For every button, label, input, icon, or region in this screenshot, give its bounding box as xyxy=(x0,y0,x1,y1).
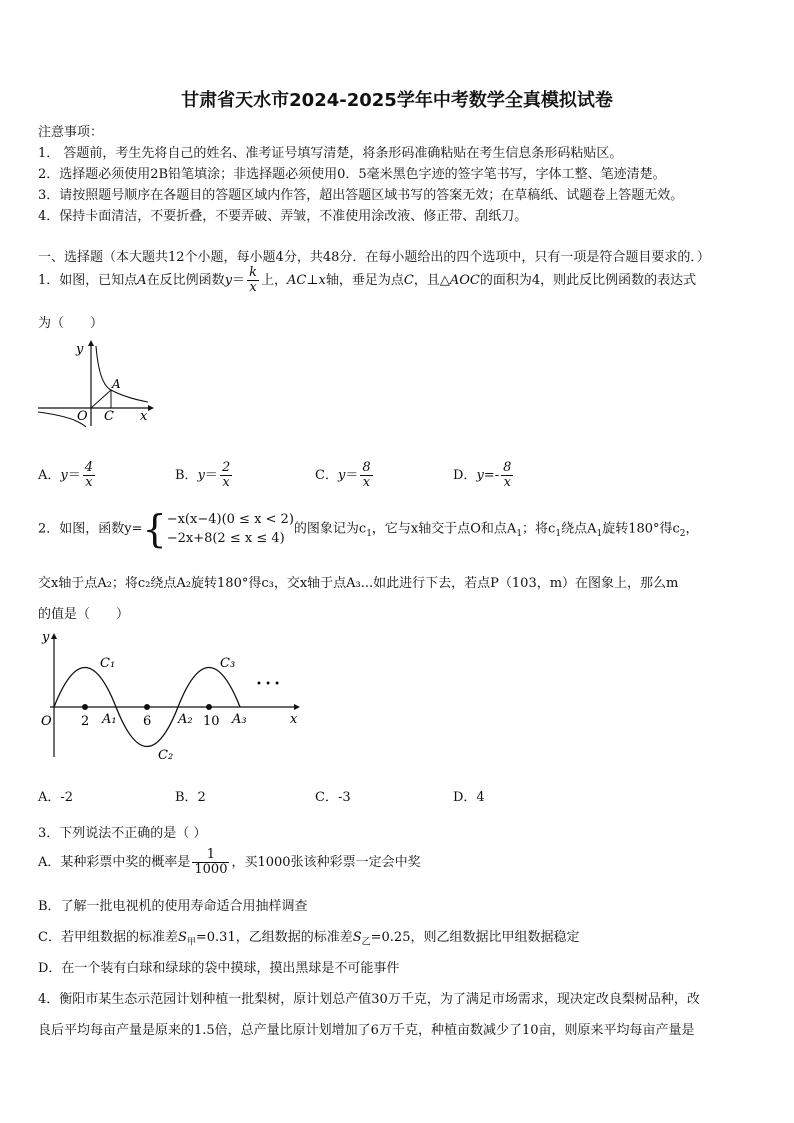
q3-option-a-pre: A．某种彩票中奖的概率是 xyxy=(38,855,191,870)
q3-option-c-pre: C．若甲组数据的标准差 xyxy=(38,930,178,945)
q1-option-b-label: B． xyxy=(175,468,198,483)
q1-rest2: ，且△ xyxy=(413,273,450,288)
q1-option-d[interactable] xyxy=(453,461,515,490)
q1-prefix: 1．如图，已知点 xyxy=(38,273,138,288)
q2-after-5: 旋转180°得c xyxy=(602,521,680,537)
q1-option-a-label: A． xyxy=(38,468,61,483)
q4-stem-line1: 4．衡阳市某生态示范园计划种植一批梨树，原计划总产值30万千克，为了满足市场需求，现决定改良梨树品种，改 xyxy=(38,992,700,1007)
q2-sub-5: 2 xyxy=(679,529,686,540)
q2-after-2: ，它与x轴交于点O和点A xyxy=(371,521,517,537)
page-title: 甘肃省天水市2024-2025学年中考数学全真模拟试卷 xyxy=(181,90,613,111)
q1-stem xyxy=(38,266,696,295)
q3-option-c-s2: S xyxy=(352,930,362,945)
q2-sub-1: 1 xyxy=(366,529,372,540)
q1-option-d-eq: =- xyxy=(483,468,500,483)
q1-after-func: 上， xyxy=(260,273,287,288)
q2-sub-4: 1 xyxy=(596,529,603,540)
q3-option-a-num: 1 xyxy=(192,848,229,863)
q2-tick-6: 6 xyxy=(143,714,152,729)
q1-fig-c-label: C xyxy=(104,409,114,424)
q1-option-d-label: D． xyxy=(453,468,477,483)
q3-option-c-sub1: 甲 xyxy=(186,937,196,948)
q1-option-b-fraction xyxy=(220,461,232,490)
q2-stem-line2: 交x轴于点A₂；将c₂绕点A₂旋转180°得c₃，交x轴于点A₃...如此进行下去，若点P（103，m）在图象上，那么m xyxy=(38,576,679,591)
q1-func-y: y xyxy=(224,273,233,288)
q1-option-b-eq: ＝ xyxy=(204,468,218,483)
notes-heading: 注意事项： xyxy=(38,125,104,140)
q1-option-d-den: x xyxy=(503,475,511,490)
q2-option-b[interactable]: B．2 xyxy=(175,790,206,805)
q2-curve-c3 xyxy=(178,668,240,708)
q1-y-arrow-icon xyxy=(88,340,94,346)
q1-curve-branch-1 xyxy=(96,346,148,402)
q1-option-c[interactable] xyxy=(315,461,375,490)
q1-rest1: 轴，垂足为点 xyxy=(325,273,404,288)
q1-option-b-num: 2 xyxy=(221,460,231,475)
q3-option-c[interactable] xyxy=(38,926,579,948)
q2-sub-2: 1 xyxy=(516,529,523,540)
q1-option-a-fraction xyxy=(83,461,95,490)
q3-option-a-post: ，买1000张该种彩票一定会中奖 xyxy=(231,855,421,870)
q1-option-c-fraction xyxy=(360,461,372,490)
q1-aoc: AOC xyxy=(449,273,480,288)
q3-option-c-sub2: 乙 xyxy=(361,937,371,948)
q2-y-arrow-icon xyxy=(51,633,57,639)
q2-point-6 xyxy=(144,704,150,710)
q2-a2-label: A₂ xyxy=(178,712,193,727)
q1-func-den: x xyxy=(249,280,257,295)
q1-option-c-lhs: y xyxy=(337,468,346,483)
q2-stem xyxy=(38,507,699,551)
q1-option-a-num: 4 xyxy=(84,460,94,475)
q1-point-a: A xyxy=(137,273,147,288)
q3-option-a-fraction xyxy=(192,848,229,877)
q2-a3-label: A₃ xyxy=(232,712,247,727)
notes-item-1: 1． 答题前，考生先将自己的姓名、准考证号填写清楚，将条形码准确粘贴在考生信息条形码粘贴区。 xyxy=(38,146,623,161)
q3-option-a[interactable] xyxy=(38,848,421,877)
q2-option-c[interactable]: C．-3 xyxy=(315,790,351,805)
q1-option-b[interactable] xyxy=(175,461,234,490)
q2-option-d[interactable]: D．4 xyxy=(453,790,485,805)
q1-func-num: k xyxy=(249,265,257,280)
q1-func-fraction xyxy=(247,266,259,295)
q2-after-1: 的图象记为c xyxy=(293,521,367,537)
q2-after-4: 绕点A xyxy=(561,521,597,537)
q1-option-a-lhs: y xyxy=(60,468,68,483)
q2-piece-2: −2x+8(2 ≤ x ≤ 4) xyxy=(166,531,285,546)
q1-fig-a-label: A xyxy=(112,377,121,391)
q4-stem-line2: 良后平均每亩产量是原来的1.5倍，总产量比原计划增加了6万千克，种植亩数减少了10亩，则原来平均每亩产量是 xyxy=(38,1023,695,1038)
q2-c3-label: C₃ xyxy=(220,656,236,671)
q1-mid: 在反比例函数 xyxy=(146,273,225,288)
q1-segment-oa xyxy=(91,390,111,408)
q1-option-d-fraction xyxy=(501,461,513,490)
notes-item-3: 3．请按照题号顺序在各题目的答题区域内作答，超出答题区域书写的答案无效；在草稿纸、试题卷上答题无效。 xyxy=(38,188,684,203)
q1-option-d-lhs: y xyxy=(476,468,484,483)
q1-point-c: C xyxy=(403,273,414,288)
section-heading: 一、选择题（本大题共12个小题，每小题4分，共48分．在每小题给出的四个选项中，只有一项是符合题目要求的．） xyxy=(38,250,710,265)
q2-piece-1: −x(x−4)(0 ≤ x < 2) xyxy=(166,512,294,527)
q2-point-10 xyxy=(206,704,212,710)
notes-item-2: 2．选择题必须使用2B铅笔填涂；非选择题必须使用0．5毫米黑色字迹的签字笔书写，字体工整、笔迹清楚。 xyxy=(38,167,666,182)
q1-option-c-num: 8 xyxy=(362,460,371,475)
q3-option-d[interactable]: D．在一个装有白球和绿球的袋中摸球，摸出黑球是不可能事件 xyxy=(38,961,400,976)
q2-tick-2: 2 xyxy=(81,714,90,729)
q1-option-a[interactable] xyxy=(38,461,97,490)
q2-brace-icon: { xyxy=(142,507,167,551)
q2-after-6: ， xyxy=(685,521,699,537)
q1-figure xyxy=(36,338,156,428)
q1-fig-y-label: y xyxy=(76,342,84,357)
q2-tick-10: 10 xyxy=(203,714,220,729)
q1-func-eq: ＝ xyxy=(232,273,246,288)
q3-option-a-den: 1000 xyxy=(194,862,228,877)
q1-option-c-label: C． xyxy=(315,468,338,483)
q2-c2-label: C₂ xyxy=(158,748,174,763)
q2-prefix: 2．如图，函数y= xyxy=(38,521,143,537)
q2-fig-x-label: x xyxy=(290,712,298,727)
q2-after-3: ；将c xyxy=(522,521,556,537)
q1-perp: AC⊥x xyxy=(286,273,326,288)
q2-curve-c1 xyxy=(54,668,116,708)
notes-item-4: 4．保持卡面清洁，不要折叠，不要弄破、弄皱，不准使用涂改液、修正带、刮纸刀。 xyxy=(38,209,528,224)
q2-point-2 xyxy=(82,704,88,710)
q1-rest3: 的面积为4，则此反比例函数的表达式 xyxy=(479,273,697,288)
q2-c1-label: C₁ xyxy=(100,656,116,671)
q2-option-a[interactable]: A．-2 xyxy=(38,790,74,805)
q1-option-a-den: x xyxy=(85,475,93,490)
q2-piecewise xyxy=(167,510,294,548)
q3-option-c-post: =0.25，则乙组数据比甲组数据稳定 xyxy=(370,930,580,945)
q2-fig-y-label: y xyxy=(42,630,50,645)
q1-option-b-lhs: y xyxy=(197,468,205,483)
q1-option-c-eq: ＝ xyxy=(345,468,359,483)
q1-x-arrow-icon xyxy=(148,405,154,411)
q1-option-a-eq: ＝ xyxy=(67,468,81,483)
q2-sub-3: 1 xyxy=(555,529,562,540)
q3-option-c-mid: =0.31，乙组数据的标准差 xyxy=(195,930,353,945)
q1-fig-o-label: O xyxy=(77,409,88,424)
q3-option-b[interactable]: B．了解一批电视机的使用寿命适合用抽样调查 xyxy=(38,899,308,914)
q2-stem-line3: 的值是（ ） xyxy=(38,607,130,622)
q1-stem-line2: 为（ ） xyxy=(38,316,104,331)
q1-option-b-den: x xyxy=(222,475,230,490)
q1-option-c-den: x xyxy=(362,475,371,490)
q2-a1-label: A₁ xyxy=(102,712,117,727)
q2-dots-label: • • • xyxy=(256,679,281,690)
q2-fig-o-label: O xyxy=(41,714,52,729)
q3-stem: 3．下列说法不正确的是（ ） xyxy=(38,826,207,841)
q2-x-arrow-icon xyxy=(294,704,300,710)
q1-fig-x-label: x xyxy=(140,409,148,424)
q3-option-c-s1: S xyxy=(177,930,187,945)
q1-option-d-num: 8 xyxy=(503,460,512,475)
q2-figure xyxy=(36,625,306,765)
